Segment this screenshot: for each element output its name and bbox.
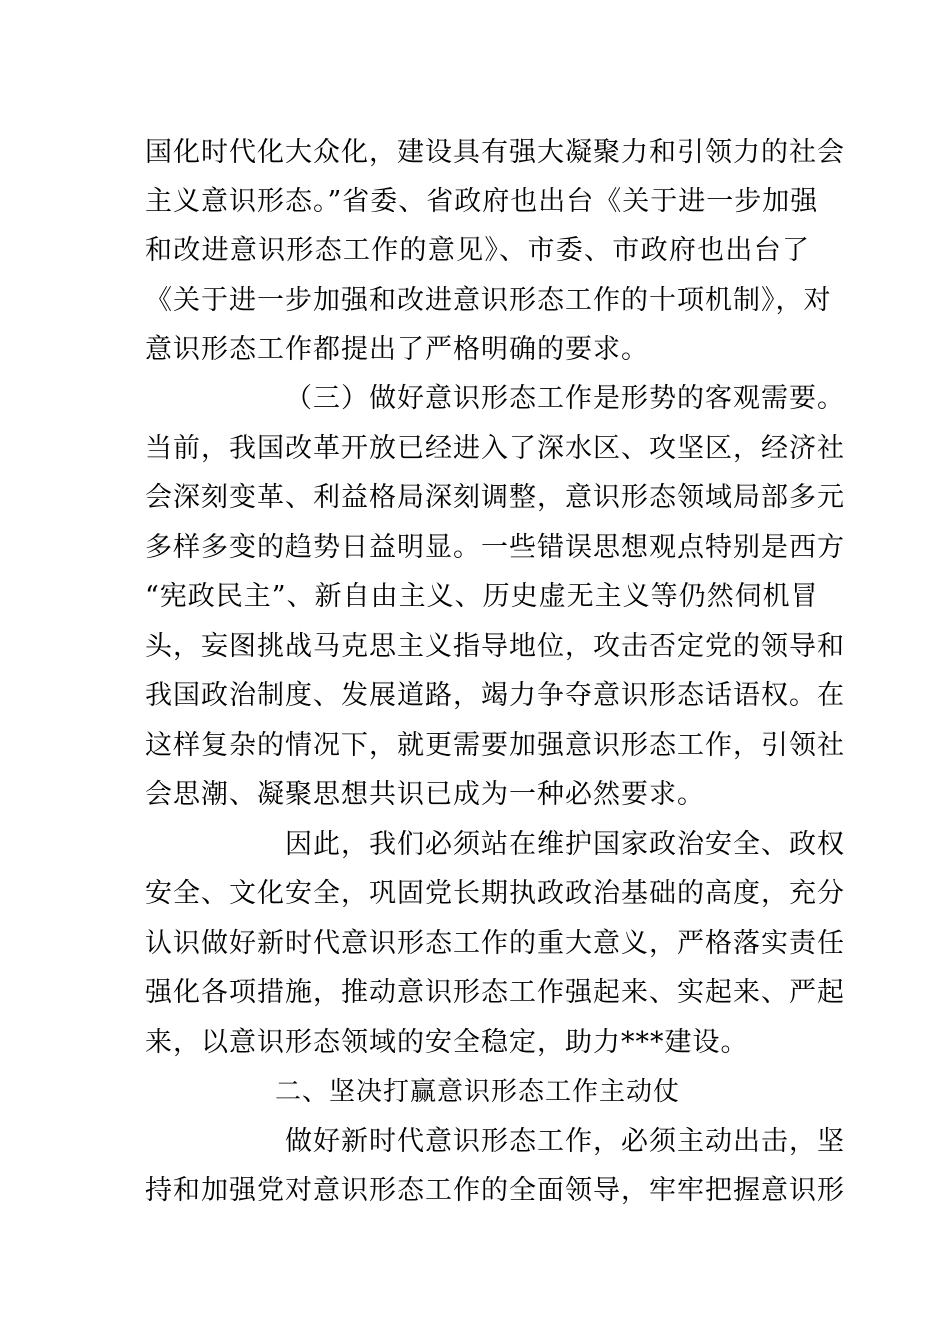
paragraph-first-line: 因此，我们必须站在维护国家政治安全、政权 [285,829,845,860]
text-line: 多样多变的趋势日益明显。一些错误思想观点特别是西方 [145,532,845,563]
text-line: 来，以意识形态领域的安全稳定，助力***建设。 [145,1027,749,1058]
text-line: 头，妄图挑战马克思主义指导地位，攻击否定党的领导和 [145,631,845,662]
text-line: 主义意识形态。”省委、省政府也出台《关于进一步加强 [145,186,819,217]
text-line: 会思潮、凝聚思想共识已成为一种必然要求。 [145,779,705,810]
text-line: 认识做好新时代意识形态工作的重大意义，严格落实责任 [145,928,845,959]
text-line: 《关于进一步加强和改进意识形态工作的十项机制》，对 [145,285,832,316]
paragraph-first-line: 做好新时代意识形态工作，必须主动出击，坚 [285,1126,845,1157]
text-line: 和改进意识形态工作的意见》、市委、市政府也出台了 [145,235,810,266]
text-line: 我国政治制度、发展道路，竭力争夺意识形态话语权。在 [145,680,845,711]
section-heading: （三）做好意识形态工作是形势的客观需要。 [285,383,845,414]
chapter-heading: 二、坚决打赢意识形态工作主动仗 [275,1077,681,1107]
text-line: 持和加强党对意识形态工作的全面领导，牢牢把握意识形 [145,1175,845,1206]
text-line: 国化时代化大众化，建设具有强大凝聚力和引领力的社会 [145,137,845,168]
text-line: “宪政民主”、新自由主义、历史虚无主义等仍然伺机冒 [145,581,819,612]
text-line: 安全、文化安全，巩固党长期执政政治基础的高度，充分 [145,878,845,909]
text-line: 意识形态工作都提出了严格明确的要求。 [145,334,649,365]
text-line: 这样复杂的情况下，就更需要加强意识形态工作，引领社 [145,730,845,761]
text-line: 会深刻变革、利益格局深刻调整，意识形态领域局部多元 [145,482,845,513]
text-line: 当前，我国改革开放已经进入了深水区、攻坚区，经济社 [145,433,845,464]
text-line: 强化各项措施，推动意识形态工作强起来、实起来、严起 [145,977,845,1008]
